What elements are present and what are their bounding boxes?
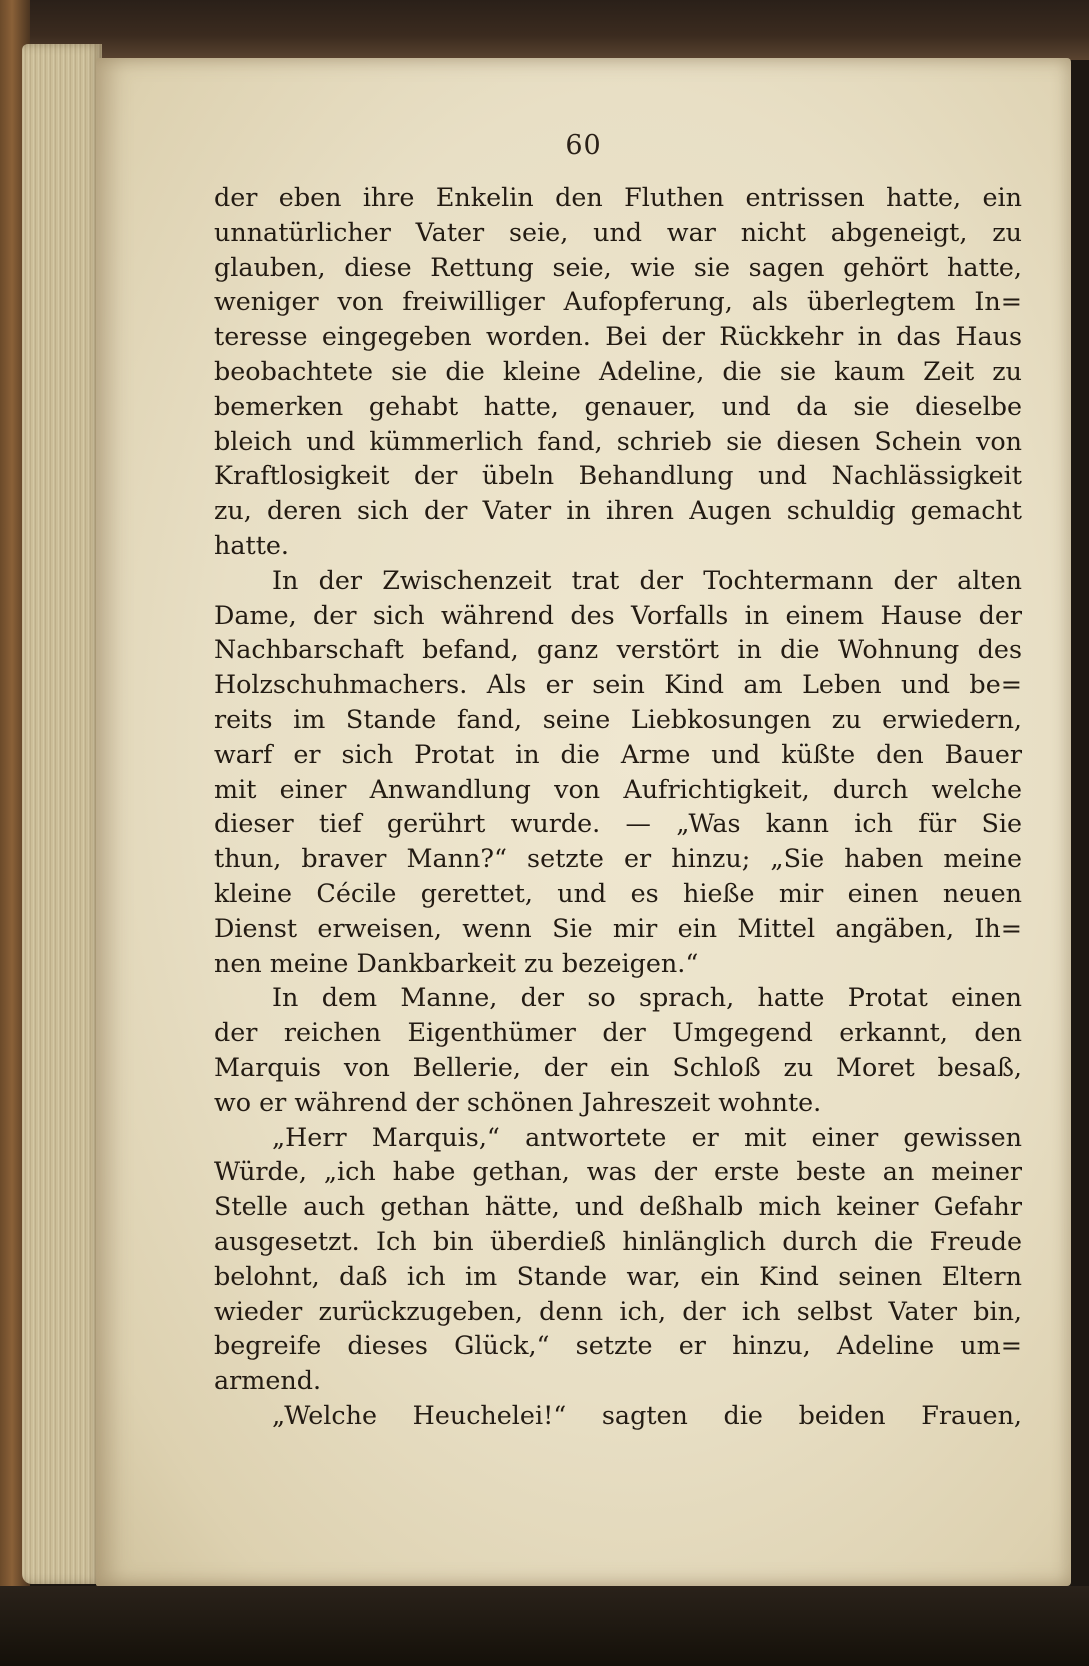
text-line: warf er sich Protat in die Arme und küßte den Bauer — [214, 738, 1022, 769]
text-line: weniger von freiwilliger Aufopferung, als überlegtem In= — [214, 286, 1022, 317]
text-line: „Welche Heuchelei!“ sagten die beiden Frauen, — [272, 1399, 1022, 1430]
text-line: unnatürlicher Vater seie, und war nicht abgeneigt, zu — [214, 216, 1022, 247]
text-line: In dem Manne, der so sprach, hatte Protat einen — [272, 982, 1022, 1013]
text-line: Dienst erweisen, wenn Sie mir ein Mittel angäben, Ih= — [214, 912, 1022, 943]
book-cover-top — [0, 0, 1089, 60]
text-line: glauben, diese Rettung seie, wie sie sagen gehört hatte, — [214, 251, 1022, 282]
text-line: begreife dieses Glück,“ setzte er hinzu, Adeline um= — [214, 1330, 1022, 1361]
text-line: zu, deren sich der Vater in ihren Augen schuldig gemacht — [214, 495, 1022, 526]
page-text — [214, 180, 1022, 1433]
text-line: armend. — [214, 1365, 322, 1396]
text-line: Würde, „ich habe gethan, was der erste beste an meiner — [214, 1156, 1022, 1187]
text-line: Dame, der sich während des Vorfalls in einem Hause der — [214, 599, 1022, 630]
text-line: Stelle auch gethan hätte, und deßhalb mich keiner Gefahr — [214, 1191, 1022, 1222]
text-line: beobachtete sie die kleine Adeline, die sie kaum Zeit zu — [214, 355, 1022, 386]
text-line: bleich und kümmerlich fand, schrieb sie diesen Schein von — [214, 425, 1022, 456]
page-number: 60 — [565, 130, 602, 161]
text-line: Marquis von Bellerie, der ein Schloß zu Moret besaß, — [214, 1051, 1022, 1082]
text-line: Kraftlosigkeit der übeln Behandlung und Nachlässigkeit — [214, 460, 1022, 491]
text-line: nen meine Dankbarkeit zu bezeigen.“ — [214, 947, 699, 978]
text-line: kleine Cécile gerettet, und es hieße mir einen neuen — [214, 877, 1022, 908]
text-line: Nachbarschaft befand, ganz verstört in die Wohnung des — [214, 634, 1022, 665]
text-line: wo er während der schönen Jahreszeit wohnte. — [214, 1086, 822, 1117]
text-line: teresse eingegeben worden. Bei der Rückkehr in das Haus — [214, 321, 1022, 352]
text-line: bemerken gehabt hatte, genauer, und da sie dieselbe — [214, 390, 1022, 421]
text-line: thun, braver Mann?“ setzte er hinzu; „Sie haben meine — [214, 843, 1022, 874]
page-edges — [22, 44, 102, 1584]
text-line: dieser tief gerührt wurde. — „Was kann ich für Sie — [214, 808, 1022, 839]
text-line: Holzschuhmachers. Als er sein Kind am Leben und be= — [214, 669, 1022, 700]
text-line: hatte. — [214, 529, 289, 560]
text-line: ausgesetzt. Ich bin überdieß hinlänglich durch die Freude — [214, 1225, 1022, 1256]
text-line: reits im Stande fand, seine Liebkosungen zu erwiedern, — [214, 703, 1022, 734]
background-bottom — [0, 1586, 1089, 1666]
text-line: der reichen Eigenthümer der Umgegend erkannt, den — [214, 1017, 1022, 1048]
text-line: In der Zwischenzeit trat der Tochtermann der alten — [272, 564, 1022, 595]
text-line: „Herr Marquis,“ antwortete er mit einer gewissen — [272, 1121, 1022, 1152]
book-page — [96, 58, 1071, 1586]
text-line: mit einer Anwandlung von Aufrichtigkeit, durch welche — [214, 773, 1022, 804]
text-line: belohnt, daß ich im Stande war, ein Kind seinen Eltern — [214, 1260, 1022, 1291]
text-line: wieder zurückzugeben, denn ich, der ich selbst Vater bin, — [214, 1295, 1022, 1326]
text-line: der eben ihre Enkelin den Fluthen entrissen hatte, ein — [214, 182, 1022, 212]
